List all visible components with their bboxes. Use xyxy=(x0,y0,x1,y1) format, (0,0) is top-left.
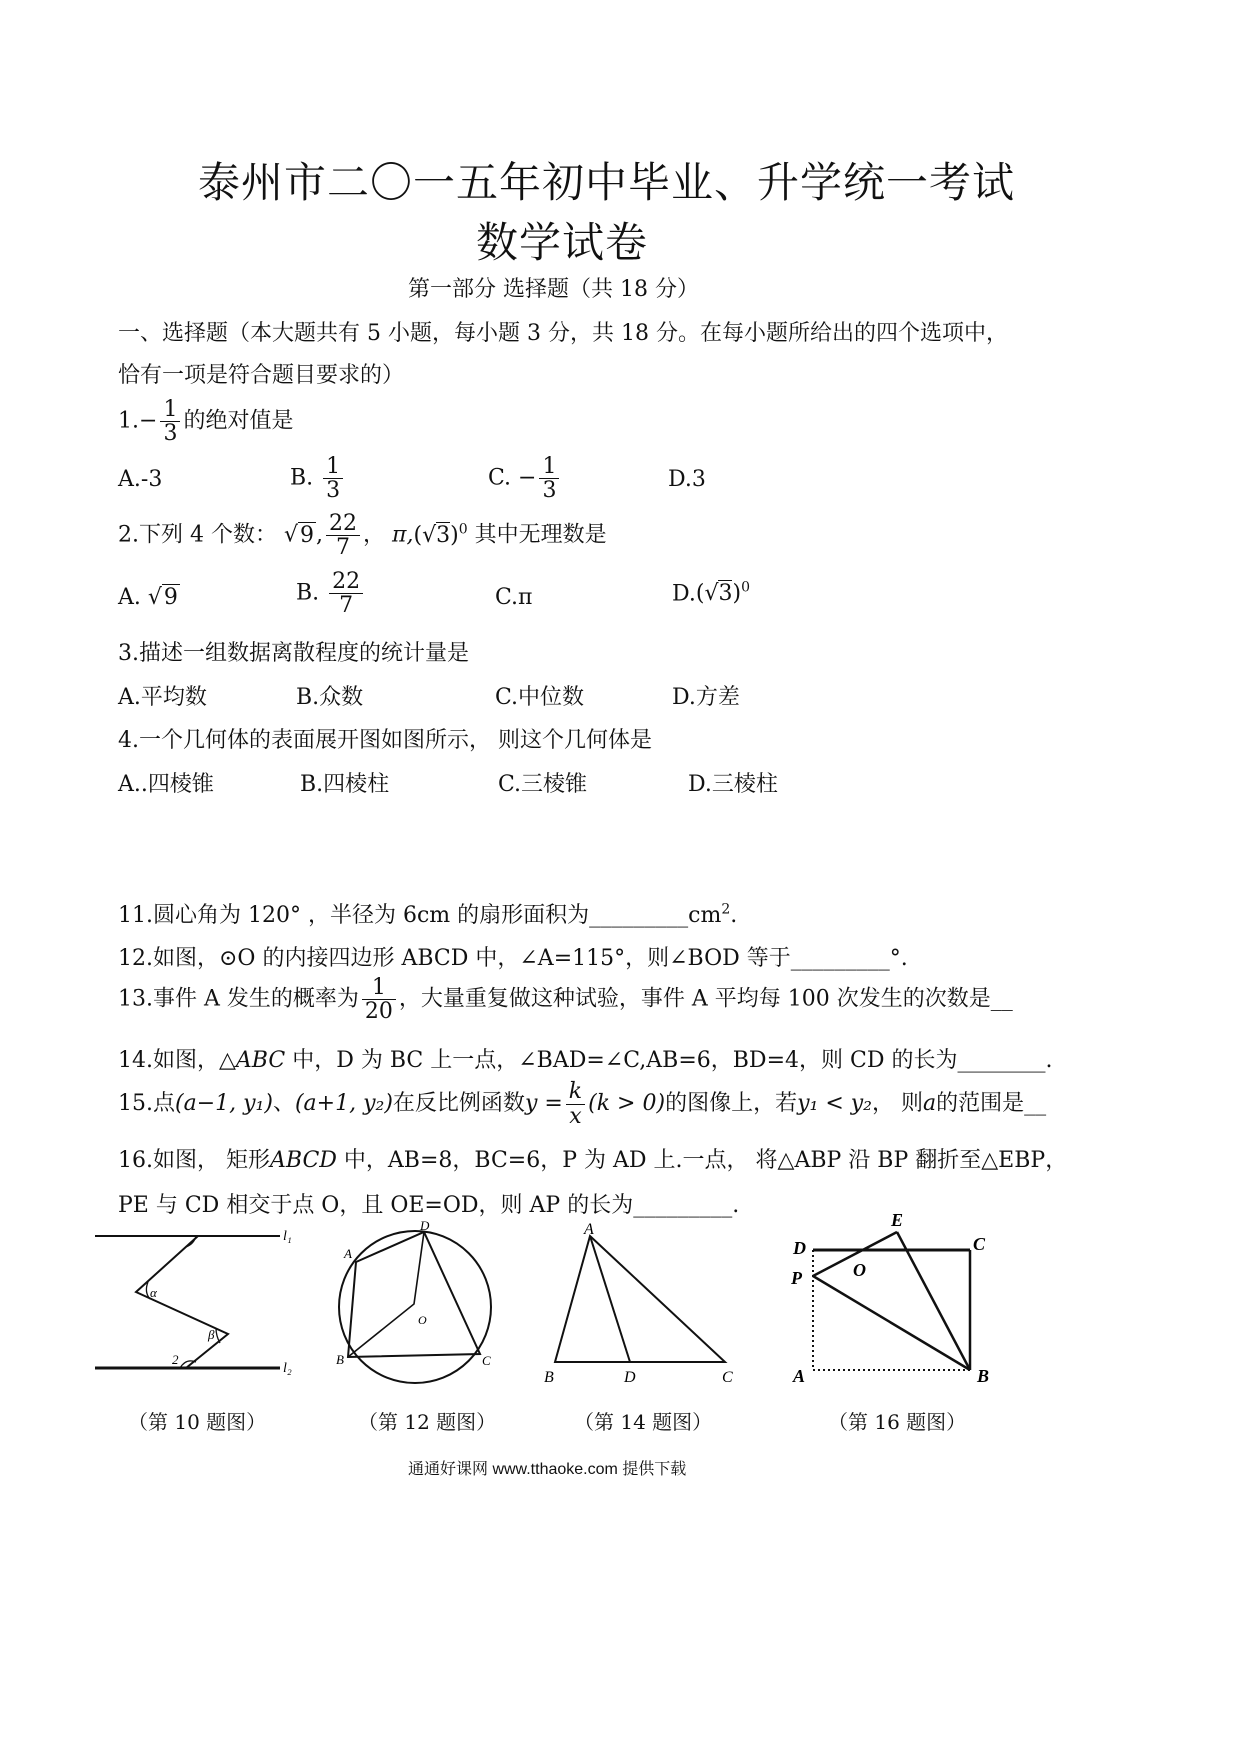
q4-option-b: B.四棱柱 xyxy=(300,772,390,797)
exam-subtitle: 数学试卷 xyxy=(476,218,649,267)
q13-prefix: 13.事件 A 发生的概率为 xyxy=(118,986,359,1012)
fig12-label-d: D xyxy=(420,1218,430,1233)
q15-frac-x: x xyxy=(569,1103,582,1129)
q2-option-d-radicand: 3 xyxy=(718,581,733,607)
q15-tail: 的范围是__ xyxy=(936,1091,1047,1116)
fig12-radii xyxy=(348,1232,424,1357)
fig16-label-d: D xyxy=(793,1238,806,1258)
question-11 xyxy=(118,898,737,929)
q15-y-eq: y = xyxy=(524,1091,563,1116)
fig12-label-b: B xyxy=(336,1352,344,1367)
exam-title: 泰州市二〇一五年初中毕业、升学统一考试 xyxy=(198,158,1016,207)
q2-option-d xyxy=(672,580,750,606)
fig12-label-o: O xyxy=(418,1313,427,1327)
fig10-label-2: 2 xyxy=(172,1352,179,1367)
fig12-label-a: A xyxy=(344,1246,352,1261)
q2-prefix: 2.下列 4 个数： xyxy=(118,522,277,548)
page-footer: 通通好课网 www.tthaoke.com 提供下载 xyxy=(408,1461,687,1478)
q15-prefix: 15.点 xyxy=(118,1091,175,1116)
fig14-label-d: D xyxy=(624,1369,636,1386)
q1-option-b-label: B. xyxy=(290,465,314,491)
q2-option-b xyxy=(296,570,366,617)
q2-comma2: ， xyxy=(363,522,386,548)
q2-fraction xyxy=(326,512,360,559)
q11-end: . xyxy=(730,903,738,928)
q1-prefix: 1. xyxy=(118,408,139,434)
q14-suffix: 中，D 为 BC 上一点，∠BAD=∠C,AB=6，BD=4，则 CD 的长为________. xyxy=(285,1048,1053,1073)
q4-option-c: C.三棱锥 xyxy=(498,772,588,797)
part1-heading: 第一部分 选择题（共 18 分） xyxy=(408,277,699,302)
question-1 xyxy=(118,398,293,445)
q16-abcd: ABCD xyxy=(269,1148,337,1173)
q2-comma1: , xyxy=(316,522,324,548)
q2-sqrt9-radicand: 9 xyxy=(300,522,315,548)
q1-option-b-fraction xyxy=(323,455,343,502)
q15-fraction xyxy=(566,1080,585,1127)
q15-mid: 在反比例函数 xyxy=(392,1091,525,1116)
q15-sep: 、 xyxy=(272,1091,295,1116)
fig16-label-p: P xyxy=(791,1268,802,1288)
figure-12 xyxy=(330,1218,520,1392)
fig12-quadrilateral xyxy=(348,1232,480,1357)
q1-c-den: 3 xyxy=(542,478,557,504)
q2-exp0: 0 xyxy=(458,521,468,538)
fig16-label-e: E xyxy=(891,1210,904,1230)
q2-option-a-radicand: 9 xyxy=(163,585,178,610)
question-15 xyxy=(118,1078,1046,1130)
fig12-label-c: C xyxy=(482,1353,491,1368)
q1-frac-den: 3 xyxy=(163,421,178,447)
q14-prefix: 14.如图，△ xyxy=(118,1048,236,1073)
q1-option-d: D.3 xyxy=(668,467,706,492)
fig12-circle xyxy=(339,1231,491,1383)
q13-fraction xyxy=(362,976,396,1023)
fig16-label-a: A xyxy=(793,1366,806,1386)
q15-inequality: y₁ < y₂ xyxy=(797,1091,872,1116)
q11-text: 11.圆心角为 120° ，半径为 6cm 的扇形面积为_________cm xyxy=(118,903,722,928)
q1-option-c-label: C. xyxy=(488,465,512,491)
q2-sqrt3-group: $(√3)^0$ xyxy=(413,521,468,548)
q1-frac-num: 1 xyxy=(160,398,180,422)
question-2 xyxy=(118,512,607,559)
fig16-label-c: C xyxy=(973,1234,986,1254)
q1-option-b xyxy=(290,455,346,502)
q13-suffix: ，大量重复做这种试验，事件 A 平均每 100 次发生的次数是__ xyxy=(398,986,1013,1012)
q2-option-b-label: B. xyxy=(296,580,320,606)
q2-b-num: 22 xyxy=(329,570,363,594)
q13-frac-den: 20 xyxy=(364,999,393,1025)
q3-option-d: D.方差 xyxy=(672,685,740,710)
q2-option-d-sqrt: $(√3)^0$ xyxy=(695,580,750,607)
q2-option-d-label: D. xyxy=(672,581,696,607)
question-4: 4.一个几何体的表面展开图如图所示， 则这个几何体是 xyxy=(118,728,652,753)
fig10-label-beta: β xyxy=(208,1327,215,1342)
fig10-caption: （第 10 题图） xyxy=(128,1410,267,1434)
q1-b-num: 1 xyxy=(323,455,343,479)
question-3: 3.描述一组数据离散程度的统计量是 xyxy=(118,641,469,666)
q4-option-a: A..四棱锥 xyxy=(118,772,214,797)
figure-16 xyxy=(785,1210,1025,1392)
q1-option-c-minus: − xyxy=(518,465,537,491)
q3-option-a: A.平均数 xyxy=(118,685,207,710)
q2-sqrt9: √9 xyxy=(283,522,315,548)
fig16-caption: （第 16 题图） xyxy=(828,1410,967,1434)
q4-option-d: D.三棱柱 xyxy=(688,772,778,797)
q2-option-a-label: A. xyxy=(118,585,141,610)
q15-condition: (k > 0) xyxy=(588,1091,666,1116)
fig14-triangle xyxy=(555,1236,725,1362)
q2-sqrt3-radicand: 3 xyxy=(436,522,451,548)
q1-minus: − xyxy=(139,408,158,434)
fig14-label-c: C xyxy=(722,1369,733,1386)
q11-sup: 2 xyxy=(721,901,731,918)
fig14-label-b: B xyxy=(544,1369,554,1386)
fig10-label-alpha: α xyxy=(150,1285,157,1300)
q16-line1-prefix: 16.如图， 矩形 xyxy=(118,1148,270,1173)
q15-point1: (a−1, y₁) xyxy=(175,1091,273,1116)
q15-frac-k: k xyxy=(566,1080,585,1104)
q1-b-den: 3 xyxy=(326,478,341,504)
q1-fraction xyxy=(160,398,180,445)
q2-frac-den: 7 xyxy=(336,535,351,561)
question-16-line2: PE 与 CD 相交于点 O，且 OE=OD，则 AP 的长为_________. xyxy=(118,1193,740,1218)
section1-instruction-line2: 恰有一项是符合题目要求的） xyxy=(118,363,405,388)
q1-option-a: A.-3 xyxy=(118,467,163,492)
q1-c-num: 1 xyxy=(539,455,559,479)
q16-line1-suffix: 中，AB=8，BC=6，P 为 AD 上.一点， 将△ABP 沿 BP 翻折至△EBP， xyxy=(336,1148,1068,1173)
fig10-label-l2: l₂ xyxy=(283,1361,292,1376)
fig16-label-o: O xyxy=(853,1260,866,1280)
q13-frac-num: 1 xyxy=(362,976,396,1000)
q1-suffix: 的绝对值是 xyxy=(183,408,294,434)
q2-option-b-fraction xyxy=(329,570,363,617)
q1-option-c-fraction xyxy=(539,455,559,502)
q2-frac-num: 22 xyxy=(326,512,360,536)
q3-option-b: B.众数 xyxy=(296,685,364,710)
figure-14 xyxy=(540,1222,740,1392)
question-14 xyxy=(118,1043,1052,1074)
fig16-label-b: B xyxy=(977,1366,990,1386)
q2-suffix: 其中无理数是 xyxy=(474,522,607,548)
q2-option-a-sqrt: √9 xyxy=(147,585,178,610)
fig12-caption: （第 12 题图） xyxy=(358,1410,497,1434)
q15-mid2: 的图像上，若 xyxy=(665,1091,798,1116)
q2-pi: π, xyxy=(392,522,414,548)
section1-instruction-line1: 一、选择题（本大题共有 5 小题，每小题 3 分，共 18 分。在每小题所给出的四个选项中， xyxy=(118,321,1008,346)
q15-end: ， 则 xyxy=(872,1091,923,1116)
q3-option-c: C.中位数 xyxy=(495,685,585,710)
q15-a: a xyxy=(923,1091,937,1116)
q1-option-c xyxy=(488,455,562,502)
q2-b-den: 7 xyxy=(339,593,354,619)
question-16-line1 xyxy=(118,1143,1067,1174)
fig10-label-l1: l₁ xyxy=(283,1229,292,1244)
q2-option-a xyxy=(118,585,180,610)
question-13 xyxy=(118,976,1013,1023)
fig14-caption: （第 14 题图） xyxy=(574,1410,713,1434)
fig14-label-a: A xyxy=(584,1221,594,1238)
fig10-zigzag xyxy=(136,1236,228,1368)
q15-point2: (a+1, y₂) xyxy=(294,1091,393,1116)
question-12: 12.如图，⊙O 的内接四边形 ABCD 中，∠A=115°，则∠BOD 等于_________°. xyxy=(118,946,908,971)
figure-10 xyxy=(90,1222,330,1392)
q14-abc: ABC xyxy=(235,1048,286,1073)
q2-option-c: C.π xyxy=(495,585,533,610)
q2-option-d-exp: 0 xyxy=(741,580,750,596)
